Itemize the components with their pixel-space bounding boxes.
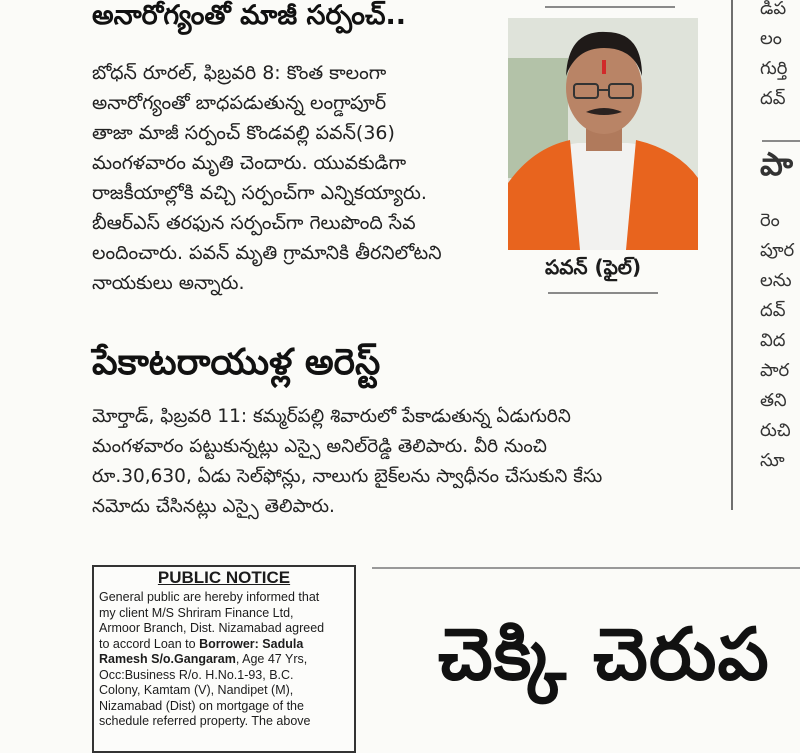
article-body-arrest <box>92 402 712 522</box>
fragment: పార <box>760 360 790 381</box>
article-headline-arrest: పేకాటరాయుళ్ల అరెస్ట్ <box>92 342 381 383</box>
portrait-photo <box>508 18 698 250</box>
article-line: బీఆర్ఎస్ తరఫున సర్పంచ్‌గా గెలుపొంది సేవ <box>92 212 416 234</box>
notice-line <box>99 637 349 653</box>
notice-borrower: Borrower: Sadula <box>199 636 304 651</box>
notice-line: Nizamabad (Dist) on mortgage of the <box>99 698 304 713</box>
fragment: రెం <box>760 210 780 231</box>
portrait-illustration <box>508 18 698 250</box>
fragment: సూ <box>760 450 785 471</box>
article-line: రాజకీయాల్లోకి వచ్చి సర్పంచ్‌గా ఎన్నికయ్యారు. <box>92 182 427 204</box>
column-divider <box>731 0 733 510</box>
notice-line: my client M/S Shriram Finance Ltd, <box>99 605 294 620</box>
notice-line: Colony, Kamtam (V), Nandipet (M), <box>99 683 294 697</box>
article-line: లందించారు. పవన్ మృతి గ్రామానికి తీరనిలోటని <box>92 242 442 264</box>
article-line: మంగళవారం పట్టుకున్నట్లు ఎస్సై అనిల్‌రెడ్డి తెలిపారు. వీరి నుంచి <box>92 436 547 457</box>
notice-text: to accord Loan to <box>99 636 200 651</box>
notice-body <box>94 588 354 730</box>
notice-title: PUBLIC NOTICE <box>157 568 291 587</box>
article-line: మంగళవారం మృతి చెందారు. యువకుడిగా <box>92 152 407 174</box>
fragment-headline: పా <box>760 145 793 183</box>
fragment: లం <box>760 28 782 49</box>
bottom-headline: చెక్కి చెరుప <box>438 612 770 696</box>
photo-top-rule <box>545 6 675 8</box>
section-rule <box>372 567 800 569</box>
fragment: తని <box>760 390 787 411</box>
public-notice-box <box>92 565 356 753</box>
article-line: నమోదు చేసినట్లు ఎస్సై తెలిపారు. <box>92 496 335 517</box>
fragment: విద <box>760 330 786 351</box>
notice-line: General public are hereby informed that <box>99 590 320 604</box>
notice-line <box>99 652 349 668</box>
article-line: అనారోగ్యంతో బాధపడుతున్న లంగ్డాపూర్ <box>92 92 387 114</box>
fragment: దవ్ <box>760 300 786 321</box>
fragment: లను <box>760 270 792 291</box>
photo-caption: పవన్ (ఫైల్) <box>545 255 642 279</box>
fragment: డిప <box>760 0 787 19</box>
article-line: రూ.30,630, ఏడు సెల్‌ఫోన్లు, నాలుగు బైక్‌లను స్వాధీనం చేసుకుని కేసు <box>92 466 603 487</box>
article-line: నాయకులు అన్నారు. <box>92 272 245 294</box>
fragment: గుర్తి <box>760 58 788 79</box>
notice-line: Armoor Branch, Dist. Nizamabad agreed <box>99 621 325 635</box>
notice-line: Occ:Business R/o. H.No.1-93, B.C. <box>99 667 294 682</box>
notice-line: schedule referred property. The above <box>99 714 311 728</box>
fragment: దవ్ <box>760 88 786 109</box>
article-body <box>92 58 502 298</box>
right-headline-rule <box>762 140 800 142</box>
article-line: తాజా మాజీ సర్పంచ్ కొండవల్లి పవన్(36) <box>92 122 395 144</box>
right-column <box>760 0 800 520</box>
article-headline: అనారోగ్యంతో మాజీ సర్పంచ్.. <box>92 0 406 31</box>
article-line: బోధన్ రూరల్, ఫిబ్రవరి 8: కొంత కాలంగా <box>92 62 387 84</box>
caption-underline <box>548 292 658 294</box>
fragment: పూర <box>760 240 795 261</box>
notice-borrower-name: Ramesh S/o.Gangaram <box>99 652 236 666</box>
article-line: మోర్తాడ్, ఫిబ్రవరి 11: కమ్మర్‌పల్లి శివారులో పేకాడుతున్న ఏడుగురిని <box>92 406 571 427</box>
notice-text: , Age 47 Yrs, <box>235 652 308 666</box>
fragment: రుచి <box>760 420 791 441</box>
